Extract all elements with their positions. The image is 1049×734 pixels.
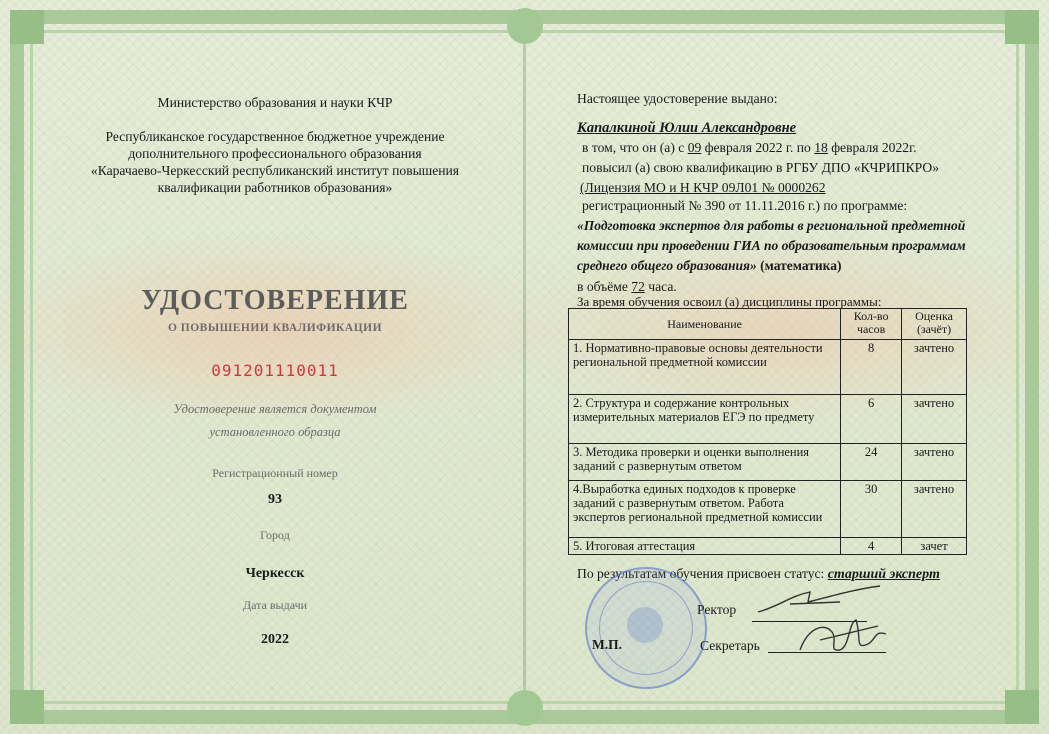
program-line: «Подготовка экспертов для работы в региональной предметной	[577, 218, 966, 233]
table-header-row	[569, 309, 967, 340]
dates-text: февраля 2022 г. по	[701, 140, 815, 155]
seal-stamp-icon	[585, 567, 707, 689]
disciplines-intro: За время обучения освоил (а) дисциплины программы:	[577, 294, 882, 309]
cell-name: 2. Структура и содержание контрольных измерительных материалов ЕГЭ по предмету	[569, 395, 841, 444]
institution-line: квалификации работников образования»	[157, 180, 393, 195]
table-body	[569, 340, 967, 555]
cell-name: 4.Выработка единых подходов к проверке заданий с развернутым ответом. Работа экспертов региональной предметной комиссии	[569, 481, 841, 538]
fold-ornament-icon	[507, 690, 543, 726]
disciplines-table	[568, 308, 967, 555]
note-line: установленного образца	[209, 425, 341, 439]
document-subtitle: О ПОВЫШЕНИИ КВАЛИФИКАЦИИ	[167, 322, 383, 334]
city: Черкесск	[245, 566, 305, 581]
city-label: Город	[260, 528, 290, 542]
cell-name: 5. Итоговая аттестация	[569, 538, 841, 555]
program-subject: (математика)	[756, 258, 842, 273]
cell-name: 1. Нормативно-правовые основы деятельности региональной предметной комиссии	[569, 340, 841, 395]
table-row	[569, 538, 967, 555]
corner-ornament-icon	[10, 10, 44, 44]
table-row	[569, 340, 967, 395]
cell-grade: зачтено	[902, 481, 967, 538]
registration-label: Регистрационный номер	[212, 466, 338, 480]
cell-hours: 30	[841, 481, 902, 538]
table-row	[569, 395, 967, 444]
issue-date-label: Дата выдачи	[242, 598, 308, 612]
cell-hours: 6	[841, 395, 902, 444]
cell-grade: зачет	[902, 538, 967, 555]
serial-number: 091201110011	[211, 361, 339, 380]
assigned-status: старший эксперт	[827, 567, 940, 582]
volume-hours: 72	[631, 279, 645, 294]
start-day: 09	[687, 140, 702, 155]
registration-number: 93	[268, 492, 282, 507]
institution-line: «Карачаево-Черкесский республиканский институт повышения	[90, 163, 460, 178]
secretary-signature-icon	[790, 610, 900, 662]
cell-grade: зачтено	[902, 340, 967, 395]
cell-hours: 4	[841, 538, 902, 555]
document-note	[40, 398, 510, 444]
program-line-end: среднего общего образования»	[577, 258, 757, 273]
document-title: УДОСТОВЕРЕНИЕ	[141, 285, 409, 316]
end-day: 18	[814, 140, 828, 155]
institution-line: Республиканское государственное бюджетное учреждение	[105, 129, 445, 144]
fold-ornament-icon	[507, 8, 543, 44]
issued-to-label: Настоящее удостоверение выдано:	[577, 91, 778, 106]
institution-line: дополнительного профессионального образования	[128, 146, 422, 161]
qualification-line: повысил (а) свою квалификацию в РГБУ ДПО «КЧРИПКРО»	[582, 160, 939, 175]
volume-text: часа.	[644, 279, 677, 294]
column-header-grade: Оценка (зачёт)	[902, 309, 967, 340]
corner-ornament-icon	[1005, 10, 1039, 44]
dates-text: февраля 2022г.	[827, 140, 917, 155]
recipient-name: Капалкиной Юлии Александровне	[577, 120, 797, 136]
table-row	[569, 481, 967, 538]
dates-text: в том, что он (а) с	[582, 140, 688, 155]
corner-ornament-icon	[1005, 690, 1039, 724]
secretary-label: Секретарь	[700, 638, 760, 653]
note-line: Удостоверение является документом	[173, 402, 377, 416]
course-dates	[582, 139, 917, 156]
program-name	[577, 216, 966, 276]
column-header-name: Наименование	[569, 309, 841, 340]
center-fold	[523, 10, 526, 724]
institution-name	[40, 128, 510, 196]
cell-grade: зачтено	[902, 395, 967, 444]
ministry-name: Министерство образования и науки КЧР	[157, 95, 393, 110]
course-volume	[577, 278, 677, 295]
status-label: По результатам обучения присвоен статус:	[577, 566, 828, 581]
corner-ornament-icon	[10, 690, 44, 724]
cell-hours: 24	[841, 444, 902, 481]
license-line: (Лицензия МО и Н КЧР 09Л01 № 0000262	[580, 180, 826, 195]
registration-line: регистрационный № 390 от 11.11.2016 г.) по программе:	[582, 198, 908, 213]
volume-text: в объёме	[577, 279, 632, 294]
rector-label: Ректор	[697, 602, 737, 617]
cell-grade: зачтено	[902, 444, 967, 481]
seal-place-label: М.П.	[592, 637, 622, 652]
program-line	[577, 256, 966, 276]
column-header-hours: Кол-во часов	[841, 309, 902, 340]
cell-name: 3. Методика проверки и оценки выполнения заданий с развернутым ответом	[569, 444, 841, 481]
program-line: комиссии при проведении ГИА по образовательным программам	[577, 238, 966, 253]
issue-year: 2022	[261, 632, 289, 647]
table-row	[569, 444, 967, 481]
cell-hours: 8	[841, 340, 902, 395]
